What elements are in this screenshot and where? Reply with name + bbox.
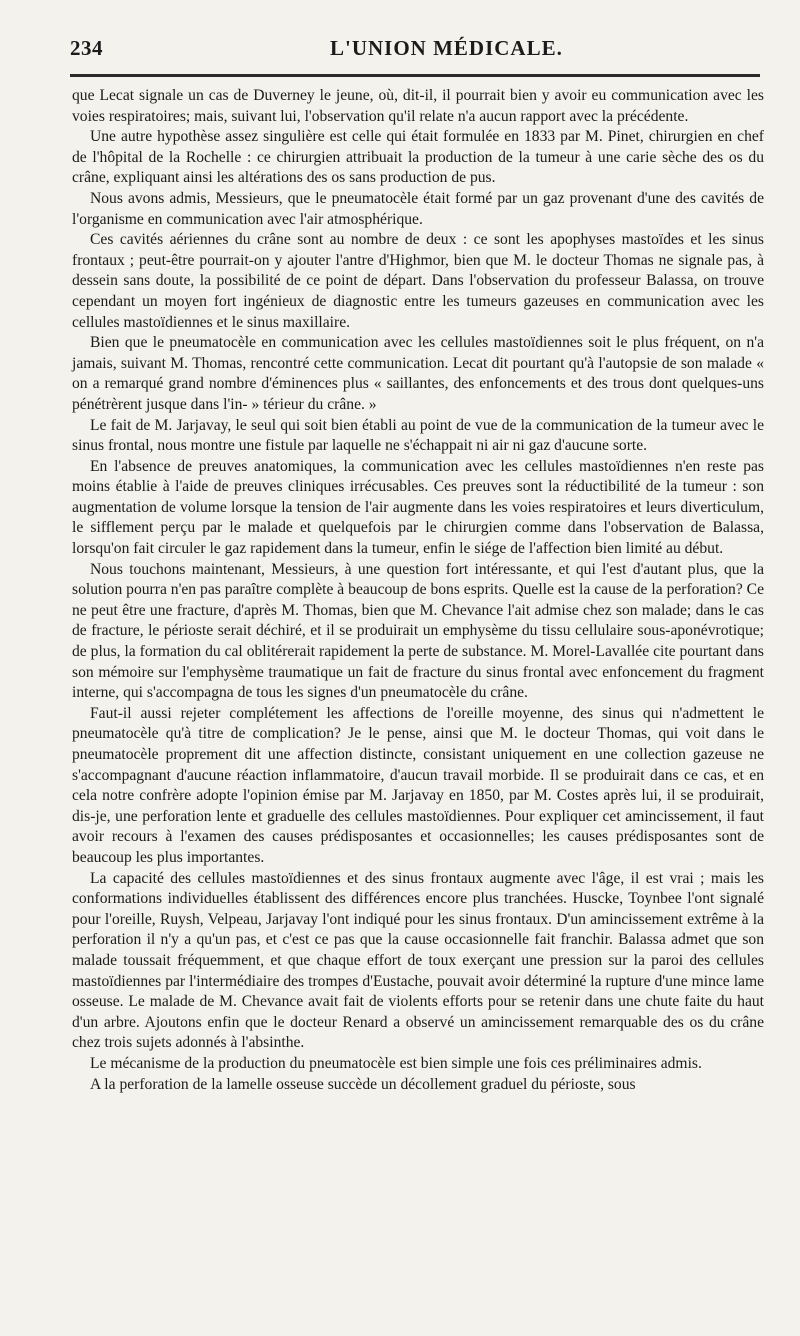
paragraph: En l'absence de preuves anatomiques, la communication avec les cellules mastoïdiennes n'en reste pas moins établie à l'aide de preuves cliniques irrécusables. Ces preuves sont la réductibilité de la tumeur : son augmentation de volume lorsque la tension de l'air augmente dans les voies respiratoires et leurs diverticulum, le sifflement perçu par le malade et quelquefois par le chirurgien comme dans l'observation de Balassa, lorsqu'on fait circuler le gaz rapidement dans la tumeur, enfin le siége de l'affection bien limité au début.: [72, 457, 764, 558]
paragraph: Le mécanisme de la production du pneumatocèle est bien simple une fois ces préliminaires admis.: [90, 1054, 702, 1072]
paragraph: Faut-il aussi rejeter complétement les affections de l'oreille moyenne, des sinus qui n'admettent le pneumatocèle qu'à titre de complication? Je le pense, ainsi que M. le docteur Thomas, qui voit dans le pneumatocèle proprement dit une affection distincte, consistant uniquement en une collection gazeuse ne s'accompagnant d'aucune réaction inflammatoire, d'aucun travail morbide. Il se produirait dans ce cas, et en cela notre confrère adopte l'opinion émise par M. Jarjavay en 1850, par M. Costes après lui, il se produirait, dis-je, une perforation lente et graduelle des cellules mastoïdiennes. Pour expliquer cet amincissement, il faut avoir recours à l'examen des causes prédisposantes et occasionnelles; les causes prédisposantes sont de beaucoup les plus importantes.: [72, 704, 764, 866]
paragraph: Une autre hypothèse assez singulière est celle qui était formulée en 1833 par M. Pinet, chirurgien en chef de l'hôpital de la Rochelle : ce chirurgien attribuait la production de la tumeur à une carie sèche des os du crâne, expliquant ainsi les altérations des os sans production de pus.: [72, 128, 764, 187]
paragraph: A la perforation de la lamelle osseuse succède un décollement graduel du périoste, sous: [90, 1075, 636, 1093]
paragraph: que Lecat signale un cas de Duverney le jeune, où, dit-il, il pourrait bien y avoir eu communication avec les voies respiratoires; mais, suivant lui, l'observation qu'il relate n'a aucun rapport avec la précédente.: [72, 87, 764, 125]
page-header: [70, 36, 760, 66]
header-rule: [70, 74, 760, 77]
paragraph: Le fait de M. Jarjavay, le seul qui soit bien établi au point de vue de la communication de la tumeur avec le sinus frontal, nous montre une fistule par laquelle ne s'échappait ni air ni gaz d'aucune sorte.: [72, 416, 764, 455]
paragraph: Ces cavités aériennes du crâne sont au nombre de deux : ce sont les apophyses mastoïdes et les sinus frontaux ; peut-être pourrait-on y ajouter l'antre d'Highmor, bien que M. le docteur Thomas ne signale pas, à dessein sans doute, la possibilité de ce point de départ. Dans l'observation du professeur Balassa, on trouve cependant un moyen fort ingénieux de diagnostic entre les tumeurs gazeuses en communication avec les cellules mastoïdiennes et le sinus maxillaire.: [72, 231, 764, 331]
page-number: 234: [70, 36, 103, 60]
paragraph: Nous avons admis, Messieurs, que le pneumatocèle était formé par un gaz provenant d'une des cavités de l'organisme en communication avec l'air atmosphérique.: [72, 189, 764, 228]
running-title: L'UNION MÉDICALE.: [330, 36, 563, 60]
paragraph: Bien que le pneumatocèle en communication avec les cellules mastoïdiennes soit le plus fréquent, on n'a jamais, suivant M. Thomas, rencontré cette communication. Lecat dit pourtant qu'à l'autopsie de son malade « on a remarqué grand nombre d'éminences plus « saillantes, des enfoncements et des trous dont quelques-uns pénétrèrent jusque dans l'in- » térieur du crâne. »: [72, 334, 764, 413]
paragraph: La capacité des cellules mastoïdiennes et des sinus frontaux augmente avec l'âge, il est vrai ; mais les conformations individuelles établissent des différences encore plus tranchées. Huscke, Toynbee l'ont signalé pour l'oreille, Ruysh, Velpeau, Jarjavay l'ont indiqué pour les sinus frontaux. D'un amincissement extrême à la perforation il n'y a qu'un pas, et c'est ce pas que la cause occasionnelle fait franchir. Balassa admet que son malade toussait fréquemment, et que chaque effort de toux exerçant une pression sur la paroi des cellules mastoïdiennes par l'intermédiaire des trompes d'Eustache, pouvait avoir déterminé la rupture d'une mince lame osseuse. Le malade de M. Chevance avait fait de violents efforts pour se retenir dans une chute faite du haut d'un arbre. Ajoutons enfin que le docteur Renard a observé un amincissement remarquable des os du crâne chez trois sujets adonnés à l'absinthe.: [72, 869, 764, 1052]
paragraph: Nous touchons maintenant, Messieurs, à une question fort intéressante, et qui l'est d'autant plus, que la solution pourra n'en pas paraître complète à beaucoup de bons esprits. Quelle est la cause de la perforation? Ce ne peut être une fracture, d'après M. Thomas, bien que M. Chevance l'ait admise chez son malade; dans le cas de fracture, le périoste serait déchiré, et il se produirait un emphysème du tissu cellulaire sous-aponévrotique; de plus, la formation du cal oblitérerait rapidement la perte de substance. M. Morel-Lavallée cite pourtant dans son mémoire sur l'emphysème traumatique un fait de fracture du sinus frontal avec enfoncement du fragment interne, qui s'accompagna de tous les signes d'un pneumatocèle du crâne.: [72, 560, 764, 702]
article-body: [72, 86, 764, 1095]
